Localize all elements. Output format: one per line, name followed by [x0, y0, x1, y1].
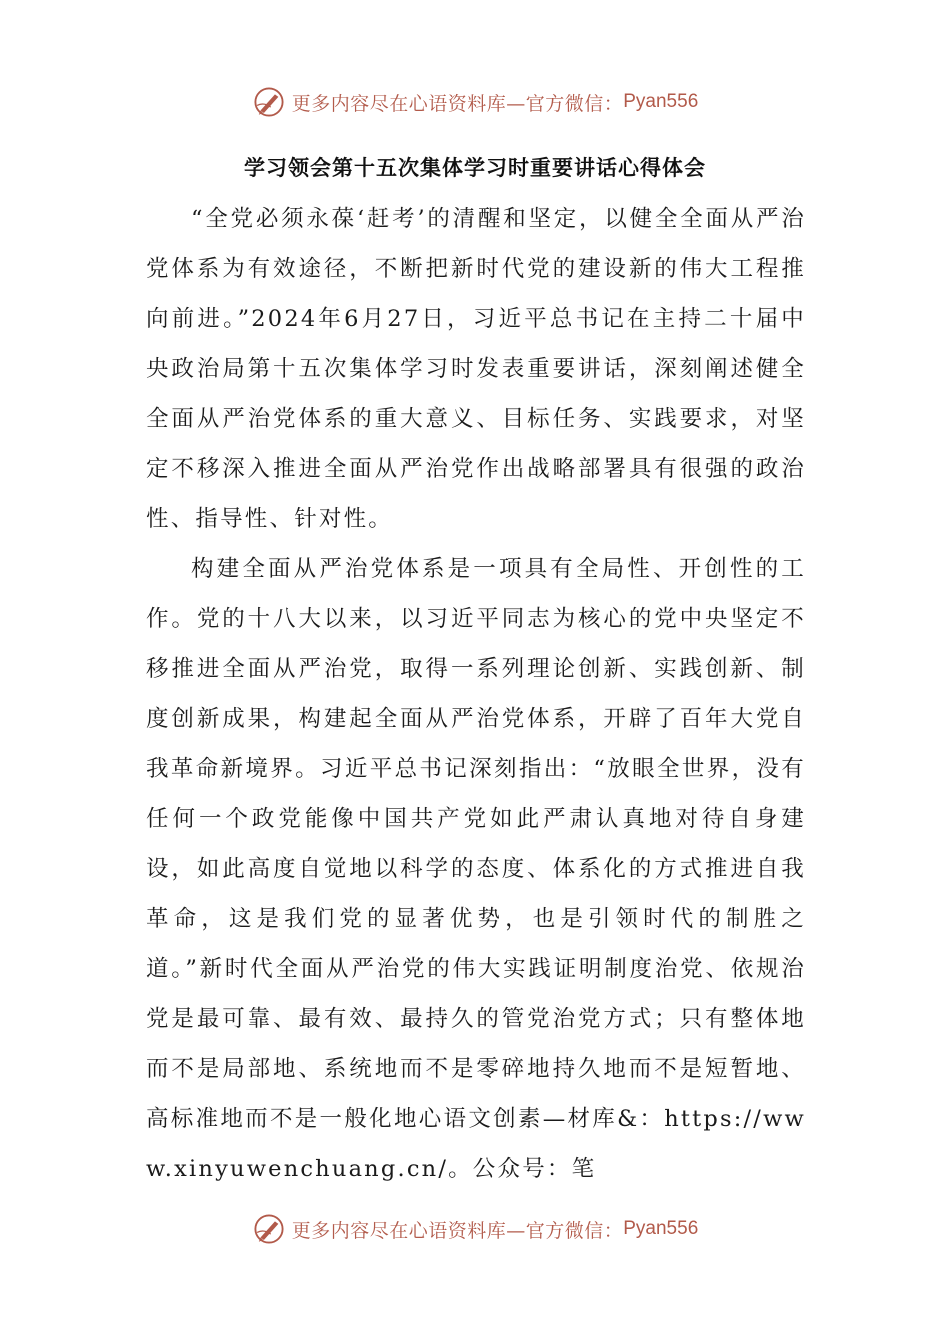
watermark-text: 更多内容尽在心语资料库—官方微信： — [291, 92, 624, 115]
watermark-banner-top — [0, 82, 950, 122]
paragraph-2: 构建全面从严治党体系是一项具有全局性、开创性的工作。党的十八大以来，以习近平同志为核心的党中央坚定不移推进全面从严治党，取得一系列理论创新、实践创新、制度创新成果，构建起全面从严治党体系，开辟了百年大党自我革命新境界。习近平总书记深刻指出：“放眼全世界，没有任何一个政党能像中国共产党如此严肃认真地对待自身建设，如此高度自觉地以科学的态度、体系化的方式推进自我革命，这是我们党的显著优势，也是引领时代的制胜之道。”新时代全面从严治党的伟大实践证明制度治党、依规治党是最可靠、最有效、最持久的管党治党方式；只有整体地而不是局部地、系统地而不是零碎地持久地而不是短暂地、高标准地而不是一般化地心语文创素—材库&：https://www.xinyuwenchuang.cn/。公众号：笔 — [146, 556, 806, 1182]
watermark-banner-bottom — [0, 1209, 950, 1249]
watermark-handle: Pyan556 — [623, 91, 699, 112]
pen-logo-icon — [252, 85, 286, 119]
document-body — [146, 194, 806, 1194]
document-title: 学习领会第十五次集体学习时重要讲话心得体会 — [244, 156, 706, 180]
pen-logo-icon — [252, 1212, 286, 1246]
watermark-text: 更多内容尽在心语资料库—官方微信： — [291, 1219, 624, 1242]
watermark-handle: Pyan556 — [623, 1218, 699, 1239]
paragraph-1: “全党必须永葆‘赶考’的清醒和坚定，以健全全面从严治党体系为有效途径，不断把新时代党的建设新的伟大工程推向前进。”2024年6月27日，习近平总书记在主持二十届中央政治局第十五次集体学习时发表重要讲话，深刻阐述健全全面从严治党体系的重大意义、目标任务、实践要求，对坚定不移深入推进全面从严治党作出战略部署具有很强的政治性、指导性、针对性。 — [146, 206, 806, 532]
